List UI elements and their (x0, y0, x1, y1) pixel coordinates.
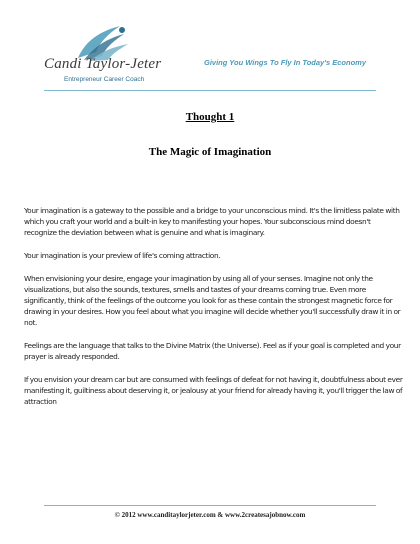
thought-heading: Thought 1 (185, 111, 235, 123)
footer-copyright: © 2012 www.canditaylorjeter.com & www.2createsajobnow.com (114, 511, 306, 519)
brand-name: Candi Taylor-Jeter (44, 56, 162, 72)
brand-subtitle: Entrepreneur Career Coach (64, 76, 145, 83)
paragraph: Feelings are the language that talks to the Divine Matrix (the Universe). Feel as if your goal is completed and your prayer is already responded. (24, 341, 401, 361)
body-text (24, 205, 404, 419)
tagline: Giving You Wings To Fly In Today's Economy (204, 58, 367, 67)
paragraph: When envisioning your desire, engage your imagination by using all of your senses. Imagine not only the visualizations, but also the sounds, textures, smells and tastes of your dreams coming true. Even more significantly, think of the feelings of the outcome you look for as these contain the strongest magnetic force for drawing in your desires. How you feel about what you imagine will decide whether you'll successfully draw it in or not. (24, 274, 401, 327)
paragraph: Your imagination is a gateway to the possible and a bridge to your unconscious mind. It's the limitless palate with which you craft your world and a built-in key to manifesting your hopes. Your subconscious mind doesn't recognize the deviation between what is genuine and what is imaginary. (24, 206, 400, 237)
paragraph: Your imagination is your preview of life's coming attraction. (24, 251, 221, 260)
document-title: The Magic of Imagination (148, 146, 272, 158)
paragraph: If you envision your dream car but are consumed with feelings of defeat for not having it, doubtfulness about ever manifesting it, guiltiness about deserving it, or jealousy at your friend for already having it, you'll trigger the law of attraction (24, 375, 403, 406)
header-divider (44, 90, 376, 91)
footer-divider (44, 505, 376, 506)
